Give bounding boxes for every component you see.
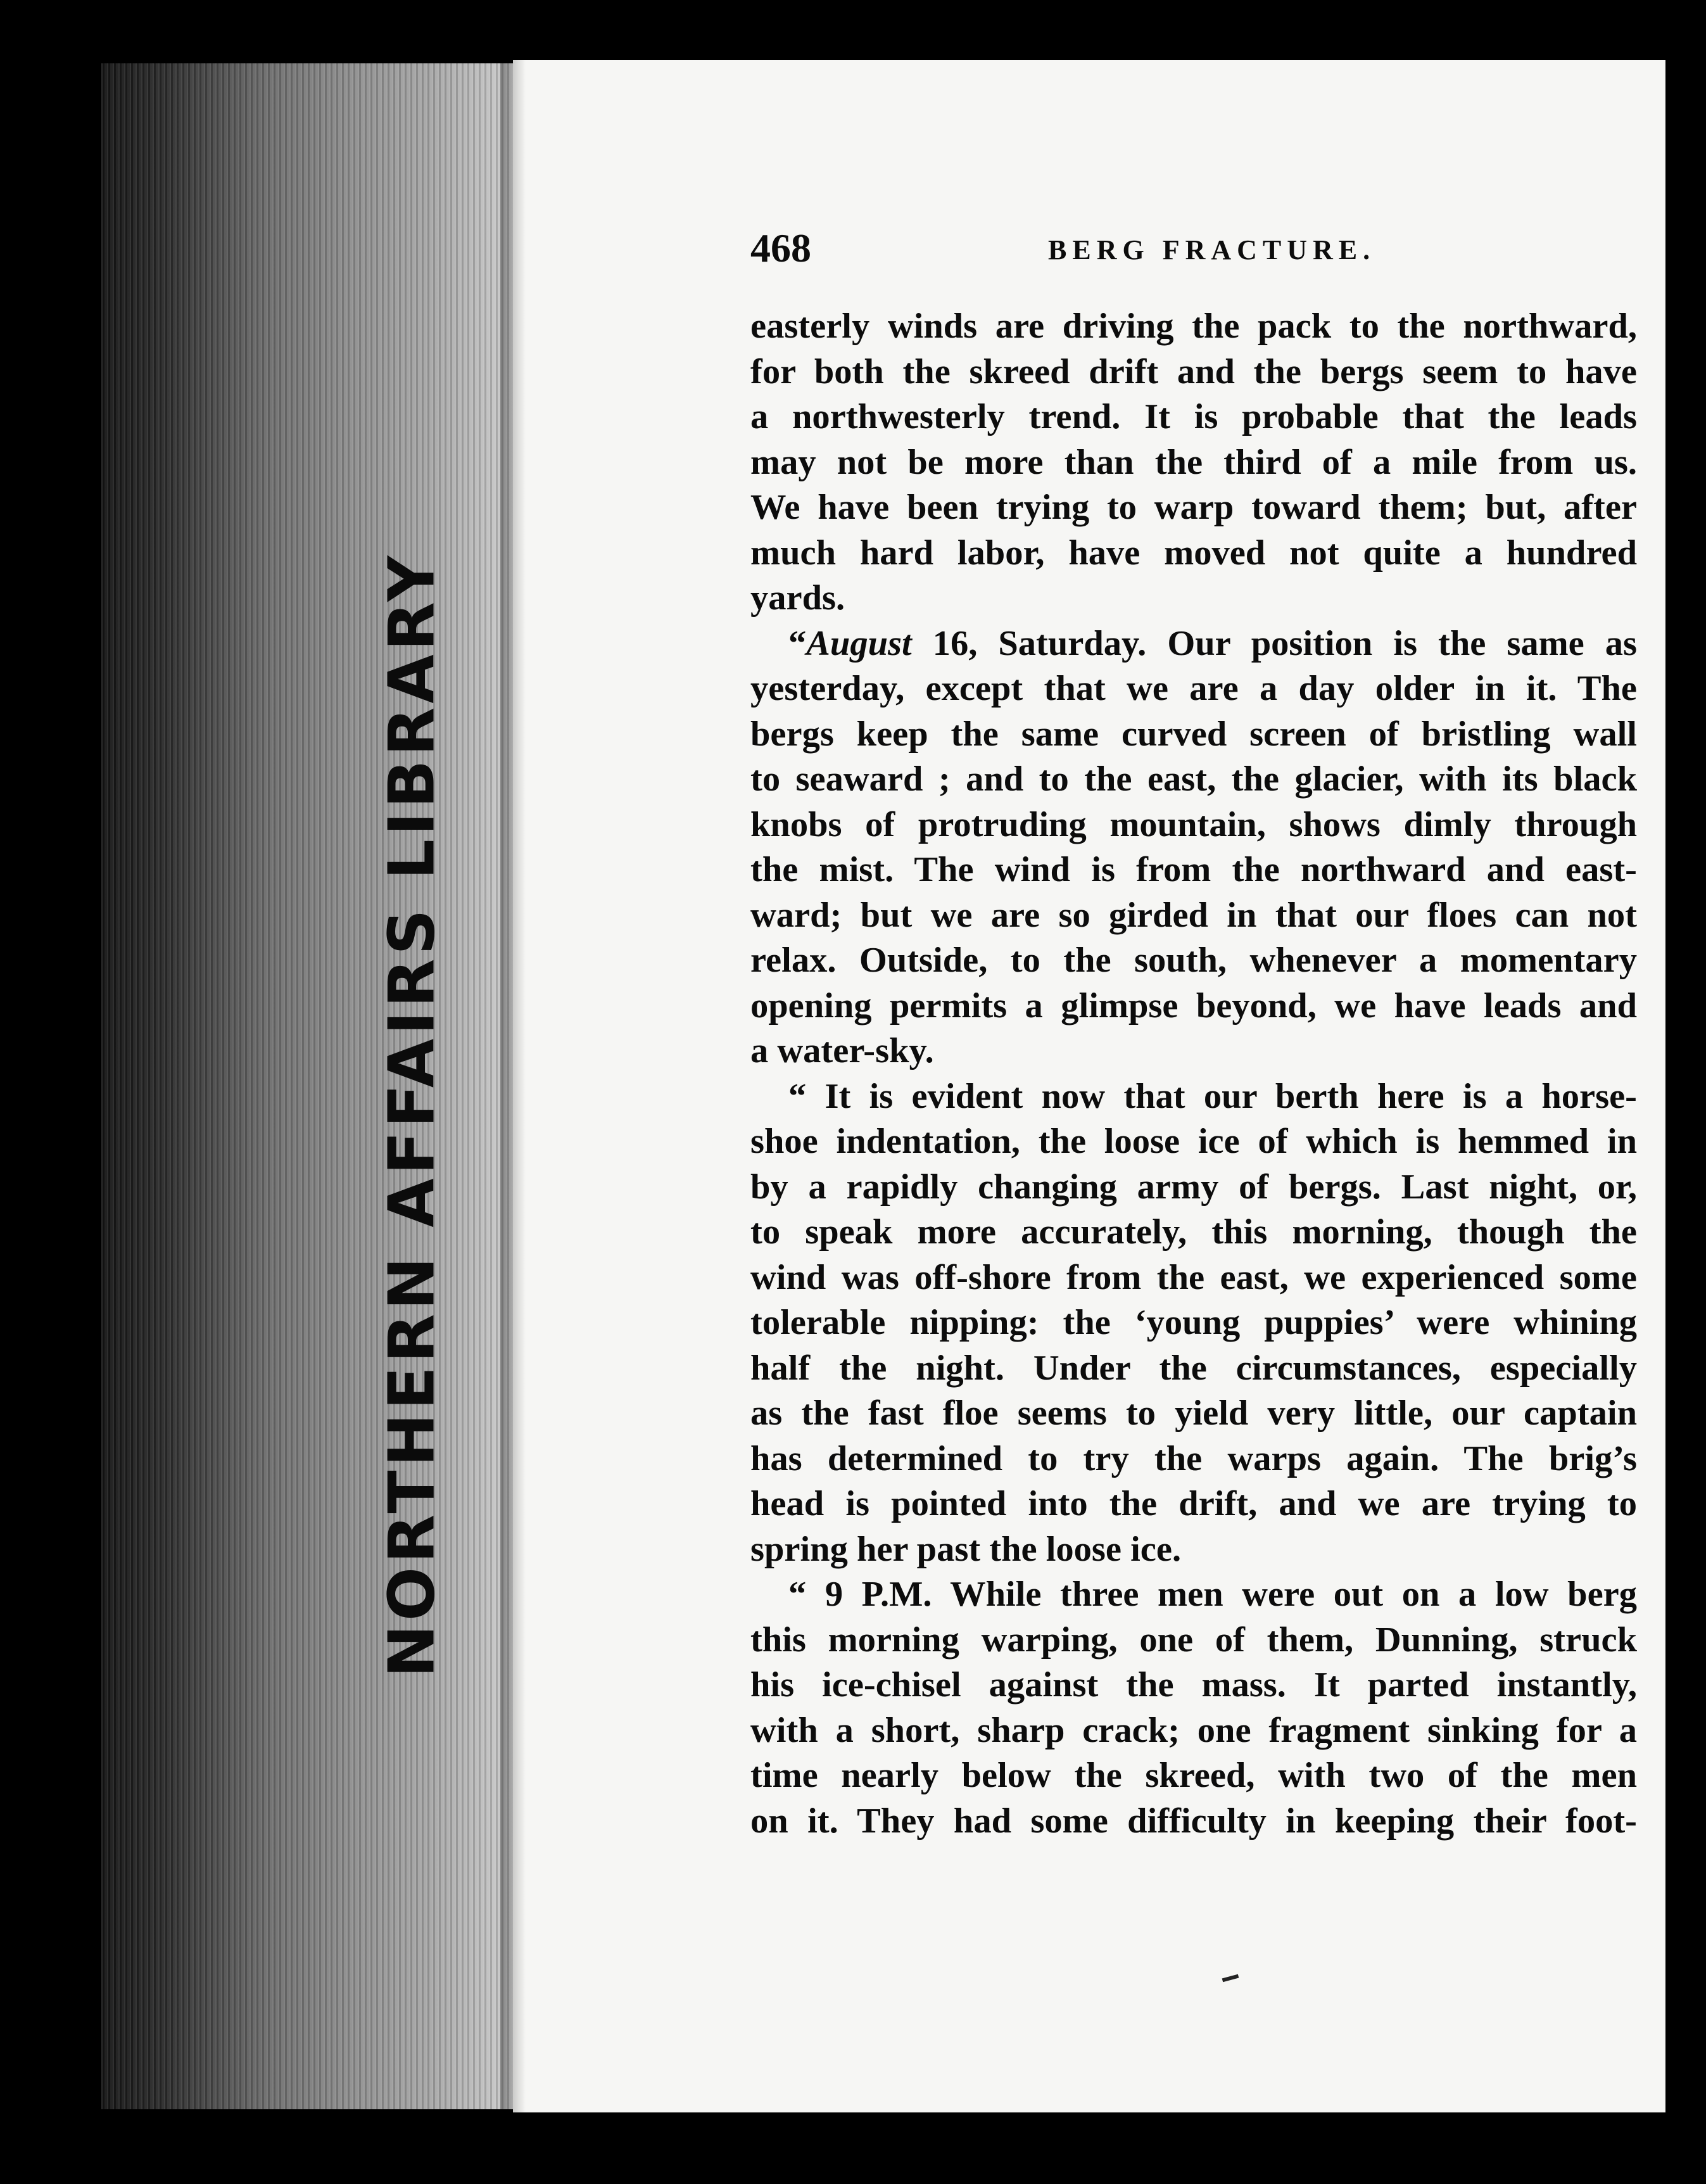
text-line: “ It is evident now that our berth here is a horse- <box>788 1076 1637 1116</box>
text-line: head is pointed into the drift, and we are trying to <box>750 1484 1637 1523</box>
text-line: “ 9 P.M. While three men were out on a low berg <box>788 1575 1637 1614</box>
text-line: on it. They had some difficulty in keeping their foot- <box>750 1801 1637 1841</box>
text-line: easterly winds are driving the pack to the northward, <box>750 307 1637 346</box>
text-line: for both the skreed drift and the bergs seem to have <box>750 352 1637 391</box>
text-line: by a rapidly changing army of bergs. Last night, or, <box>750 1167 1637 1207</box>
text-line: this morning warping, one of them, Dunning, struck <box>750 1620 1637 1660</box>
text-line: to seaward ; and to the east, the glacier, with its black <box>750 759 1637 799</box>
body-text <box>750 304 1637 1844</box>
opening-quote: “ <box>788 623 807 663</box>
text-line: time nearly below the skreed, with two of the men <box>750 1756 1637 1795</box>
text-line: to speak more accurately, this morning, though the <box>750 1212 1637 1252</box>
text-line: yards. <box>750 578 845 618</box>
text-line: wind was off-shore from the east, we experienced some <box>750 1257 1637 1297</box>
text-line: spring her past the loose ice. <box>750 1529 1182 1569</box>
text-line: yesterday, except that we are a day older in it. The <box>750 669 1637 708</box>
running-title: BERG FRACTURE. <box>1048 234 1376 265</box>
book-page-edge <box>101 63 519 2109</box>
text-line: a northwesterly trend. It is probable that the leads <box>750 397 1637 436</box>
text-line: We have been trying to warp toward them; but, after <box>750 488 1637 527</box>
text-line: his ice-chisel against the mass. It parted instantly, <box>750 1665 1637 1705</box>
page-gutter-shadow <box>500 60 526 2112</box>
text-line: bergs keep the same curved screen of bristling wall <box>750 714 1637 754</box>
text-line: the mist. The wind is from the northward and east- <box>750 850 1637 889</box>
text-line: as the fast floe seems to yield very little, our captain <box>750 1394 1637 1433</box>
running-head <box>750 225 1384 276</box>
text-line: relax. Outside, to the south, whenever a momentary <box>750 941 1637 980</box>
text-line <box>750 621 1637 667</box>
text-line: half the night. Under the circumstances, especially <box>750 1348 1637 1388</box>
page-number: 468 <box>750 225 811 270</box>
line-rest: 16, Saturday. Our position is the same as <box>911 623 1637 663</box>
text-line: with a short, sharp crack; one fragment sinking for a <box>750 1710 1637 1750</box>
text-line: a water-sky. <box>750 1031 934 1070</box>
text-line: tolerable nipping: the ‘young puppies’ were whining <box>750 1303 1637 1342</box>
text-line: shoe indentation, the loose ice of which is hemmed in <box>750 1122 1637 1161</box>
text-line: ward; but we are so girded in that our floes can not <box>750 895 1637 935</box>
text-line: has determined to try the warps again. The brig’s <box>750 1438 1637 1478</box>
text-line: much hard labor, have moved not quite a hundred <box>750 533 1637 573</box>
text-line: opening permits a glimpse beyond, we have leads and <box>750 986 1637 1025</box>
text-line: knobs of protruding mountain, shows dimly through <box>750 804 1637 844</box>
library-stamp-text: NORTHERN AFFAIRS LIBRARY <box>374 552 449 1678</box>
text-line: may not be more than the third of a mile from us. <box>750 442 1637 482</box>
italic-date: August <box>806 623 912 663</box>
